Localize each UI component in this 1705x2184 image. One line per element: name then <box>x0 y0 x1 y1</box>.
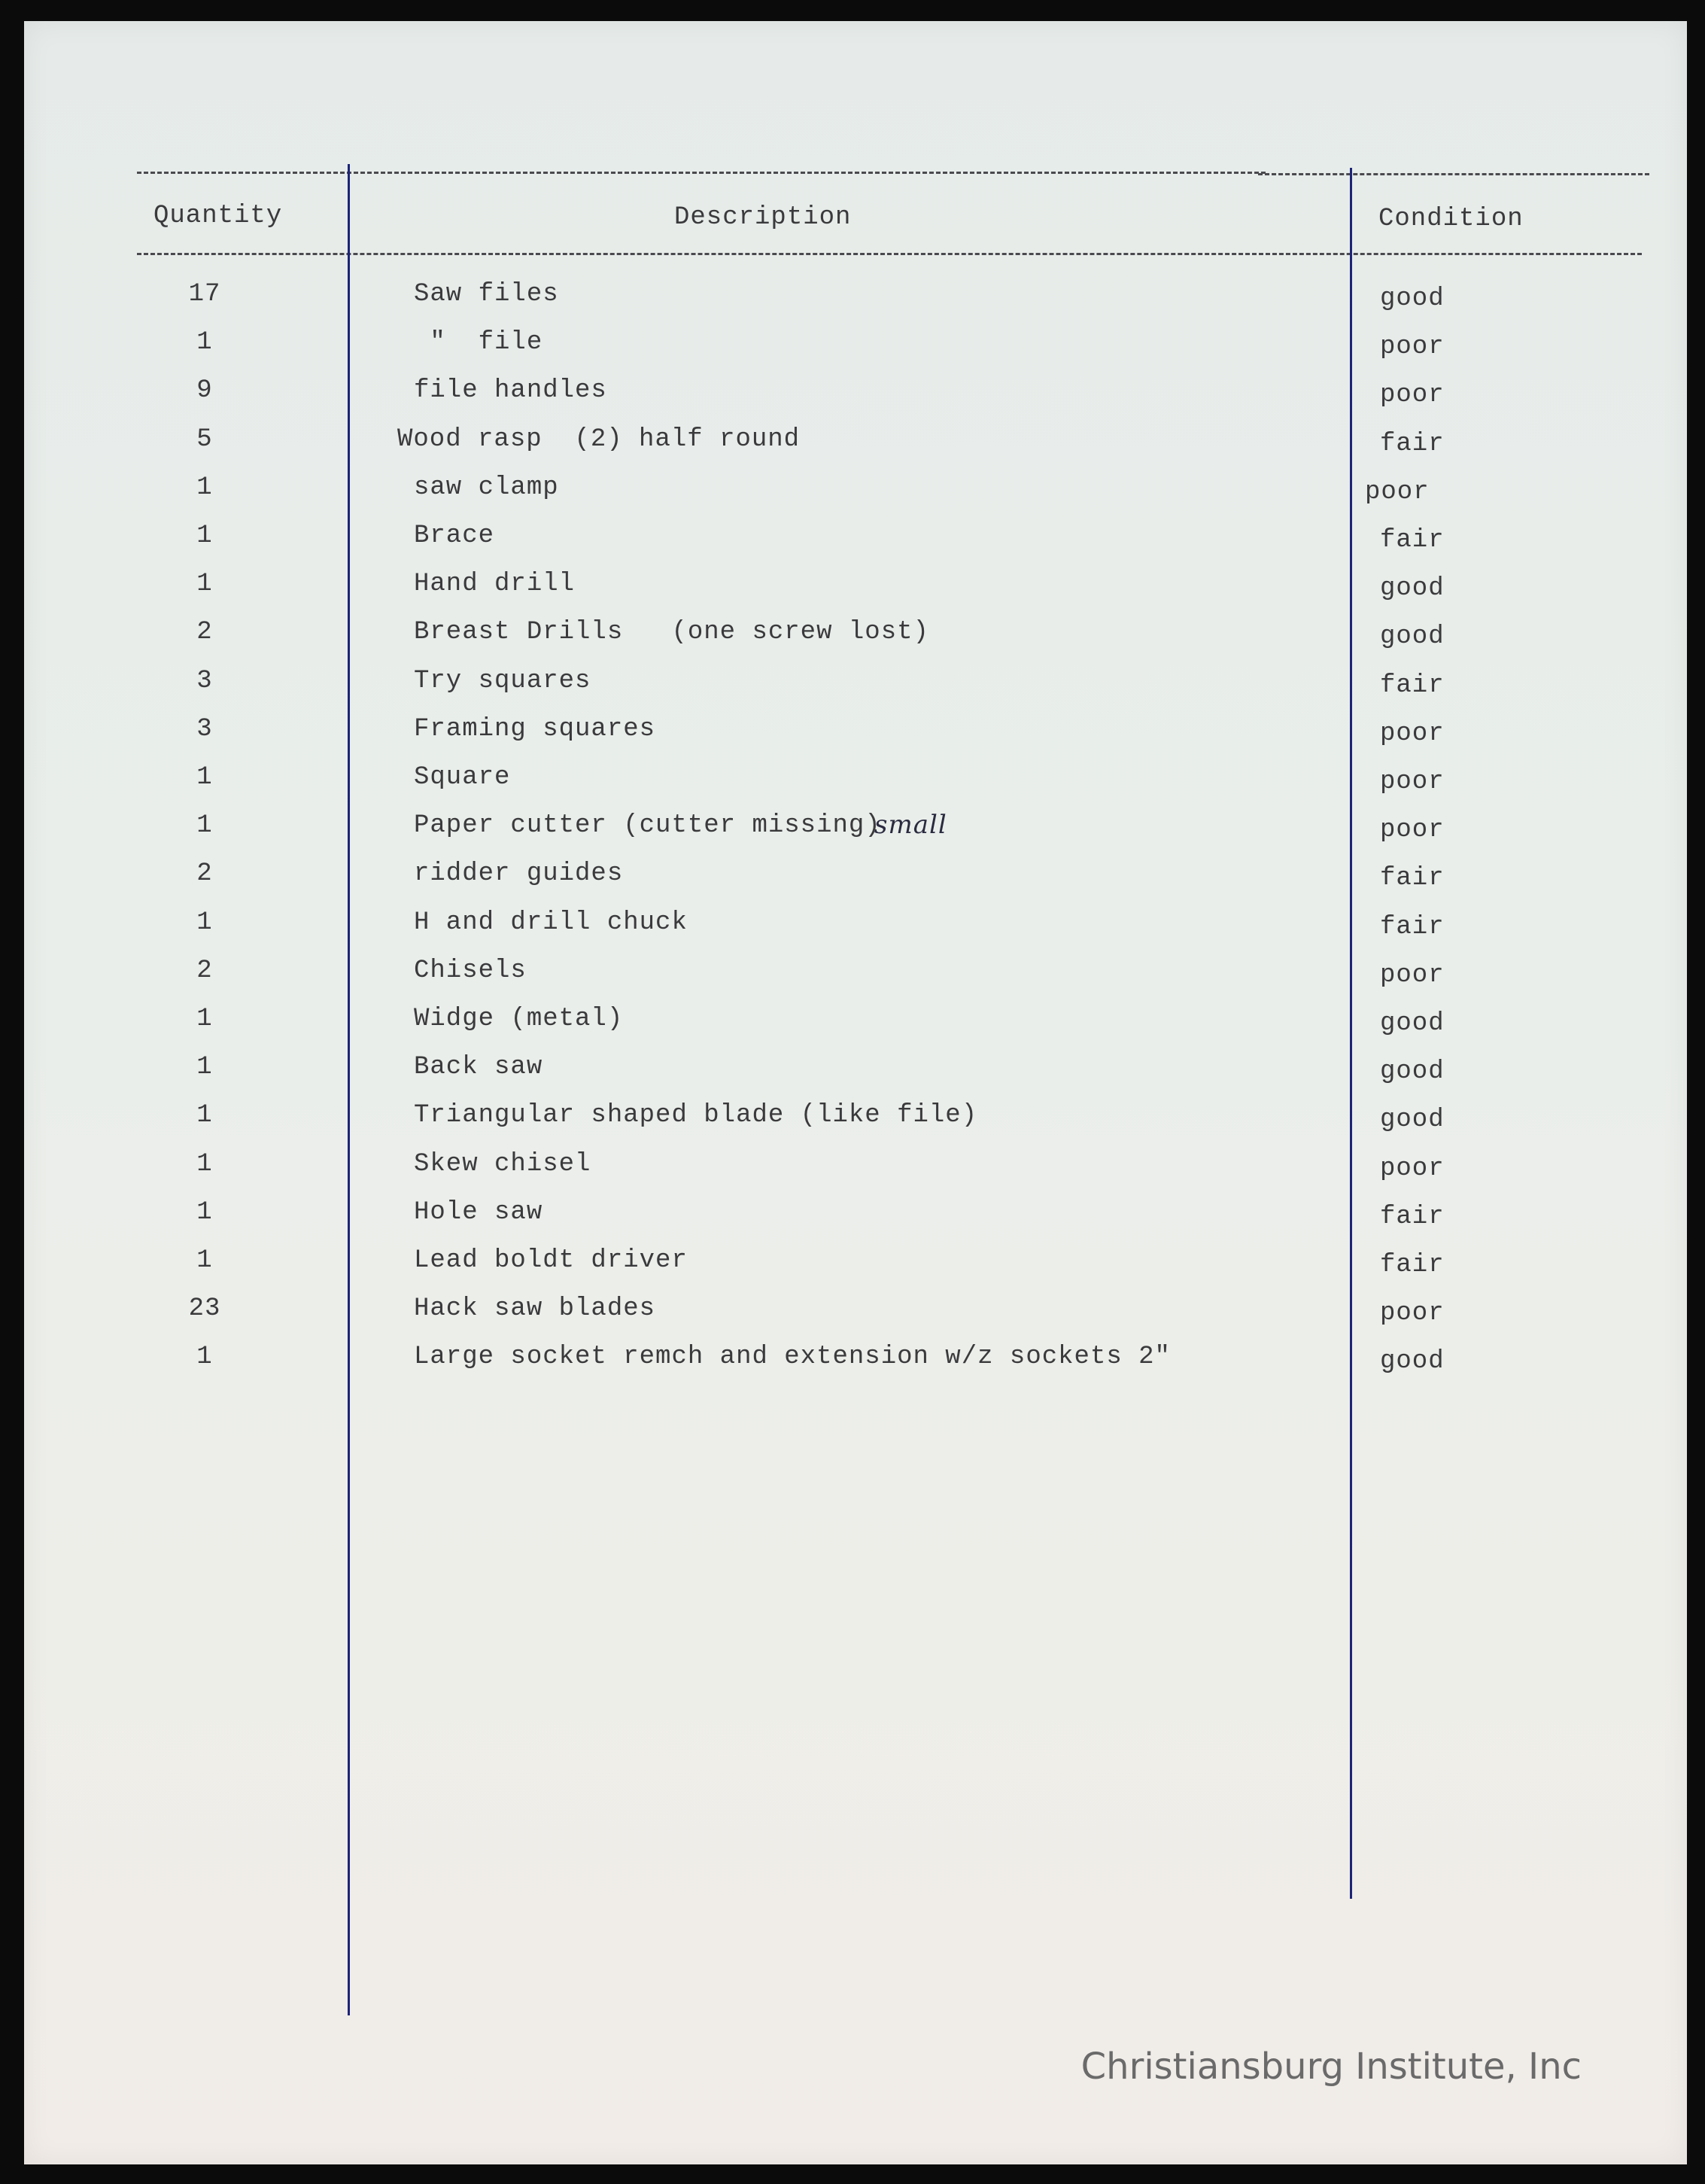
row-quantity: 1 <box>196 908 213 937</box>
row-quantity: 1 <box>196 570 213 598</box>
row-description: Paper cutter (cutter missing) <box>414 811 881 840</box>
row-description: Lead boldt driver <box>414 1246 688 1275</box>
watermark: Christiansburg Institute, Inc <box>1080 2046 1582 2088</box>
header-top-rule <box>137 172 1266 174</box>
row-quantity: 1 <box>196 1198 213 1227</box>
row-condition: poor <box>1380 1299 1445 1328</box>
header-quantity: Quantity <box>153 202 283 230</box>
row-description: Framing squares <box>414 715 656 744</box>
row-condition: good <box>1380 622 1445 651</box>
row-description: file handles <box>414 376 607 405</box>
row-description: Hack saw blades <box>414 1294 656 1323</box>
row-condition: poor <box>1380 381 1445 409</box>
row-quantity: 1 <box>196 328 213 357</box>
row-condition: poor <box>1380 1154 1445 1183</box>
row-condition: good <box>1380 284 1445 313</box>
row-description: Hole saw <box>414 1198 543 1227</box>
row-description: Skew chisel <box>414 1150 591 1179</box>
column-divider-right <box>1350 168 1352 1899</box>
header-condition: Condition <box>1378 205 1524 233</box>
row-description: Wood rasp (2) half round <box>397 425 801 454</box>
row-description: Chisels <box>414 957 527 985</box>
row-condition: poor <box>1380 719 1445 748</box>
row-description: Square <box>414 763 511 792</box>
row-quantity: 1 <box>196 1150 213 1179</box>
row-description: saw clamp <box>414 473 559 502</box>
row-quantity: 3 <box>196 667 213 695</box>
row-description: Triangular shaped blade (like file) <box>414 1101 978 1130</box>
row-condition: poor <box>1380 768 1445 796</box>
row-quantity: 17 <box>188 280 221 309</box>
row-quantity: 5 <box>196 425 213 454</box>
column-divider-left <box>348 164 350 2015</box>
row-description: Try squares <box>414 667 591 695</box>
row-quantity: 1 <box>196 763 213 792</box>
document-page <box>24 21 1687 2164</box>
row-quantity: 1 <box>196 1343 213 1371</box>
row-description: Widge (metal) <box>414 1005 624 1033</box>
row-quantity: 1 <box>196 811 213 840</box>
header-top-rule-right <box>1258 173 1649 175</box>
row-description: Brace <box>414 522 495 550</box>
row-condition: fair <box>1380 526 1445 555</box>
row-condition: poor <box>1380 816 1445 844</box>
row-quantity: 1 <box>196 1053 213 1081</box>
row-condition: poor <box>1380 333 1445 361</box>
row-quantity: 2 <box>196 618 213 646</box>
row-description: Large socket remch and extension w/z sockets 2" <box>414 1343 1171 1371</box>
row-condition: fair <box>1380 430 1445 458</box>
row-quantity: 2 <box>196 957 213 985</box>
row-description: Saw files <box>414 280 559 309</box>
row-quantity: 1 <box>196 473 213 502</box>
row-quantity: 23 <box>188 1294 221 1323</box>
row-condition: fair <box>1380 864 1445 893</box>
row-condition: good <box>1380 1009 1445 1038</box>
row-condition: good <box>1380 574 1445 603</box>
row-description: Breast Drills (one screw lost) <box>414 618 929 646</box>
row-quantity: 1 <box>196 1101 213 1130</box>
row-condition: fair <box>1380 671 1445 700</box>
row-condition: fair <box>1380 1251 1445 1279</box>
row-condition: good <box>1380 1347 1445 1376</box>
row-description: Hand drill <box>414 570 576 598</box>
row-quantity: 9 <box>196 376 213 405</box>
row-handwritten-note: small <box>874 810 947 840</box>
row-description: Back saw <box>414 1053 543 1081</box>
row-condition: poor <box>1380 961 1445 990</box>
row-quantity: 1 <box>196 1246 213 1275</box>
row-quantity: 1 <box>196 1005 213 1033</box>
row-quantity: 2 <box>196 859 213 888</box>
row-condition: fair <box>1380 1203 1445 1231</box>
row-description: H and drill chuck <box>414 908 688 937</box>
row-description: " file <box>414 328 543 357</box>
header-bottom-rule <box>137 253 1642 255</box>
row-condition: good <box>1380 1106 1445 1134</box>
header-description: Description <box>674 203 852 232</box>
row-condition: poor <box>1365 478 1430 506</box>
row-quantity: 1 <box>196 522 213 550</box>
row-quantity: 3 <box>196 715 213 744</box>
row-condition: good <box>1380 1057 1445 1086</box>
row-condition: fair <box>1380 913 1445 941</box>
row-description: ridder guides <box>414 859 624 888</box>
